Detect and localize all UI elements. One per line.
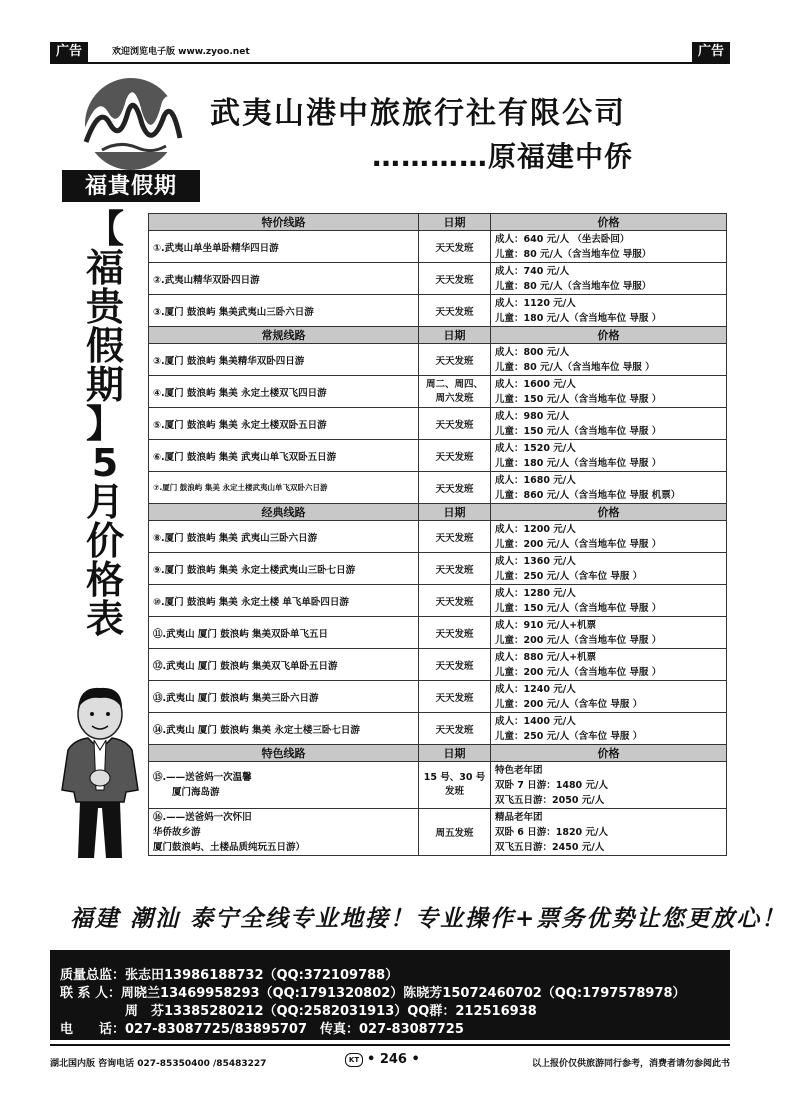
adult-price: 成人：1360 元/人 <box>495 555 576 567</box>
contact-line-people-2: 周 芬13385280212（QQ:2582031913）QQ群：212516938 <box>60 1004 537 1019</box>
table-row <box>149 263 727 295</box>
table-row <box>149 472 727 504</box>
price-cell <box>491 231 727 263</box>
route-line: 厦门海岛游 <box>153 787 220 798</box>
contact-panel <box>50 950 730 1040</box>
date-cell: 天天发班 <box>419 649 491 681</box>
adult-price: 成人：740 元/人 <box>495 265 570 277</box>
adult-price: 成人：1400 元/人 <box>495 715 576 727</box>
section-header <box>149 504 727 521</box>
child-price: 儿童：200 元/人（含车位 导服 ） <box>495 698 643 710</box>
vertical-title-char: 】 <box>85 402 124 446</box>
date-cell: 天天发班 <box>419 440 491 472</box>
header-date: 日期 <box>419 504 491 521</box>
price-cell <box>491 376 727 408</box>
price-line: 双飞五日游：2450 元/人 <box>495 841 605 853</box>
price-line: 双卧 6 日游：1820 元/人 <box>495 826 608 838</box>
footer-right-text: 以上报价仅供旅游同行参考，消费者请勿参阅此书 <box>531 1059 730 1069</box>
table-row <box>149 440 727 472</box>
price-line: 双飞五日游：2050 元/人 <box>495 794 605 806</box>
child-price: 儿童：150 元/人（含当地车位 导服 ） <box>495 393 662 405</box>
adult-price: 成人：1600 元/人 <box>495 378 576 390</box>
vertical-title-char: 5 <box>91 441 119 485</box>
footer-left-text: 湖北国内版 咨询电话 027-85350400 /85483227 <box>50 1059 267 1069</box>
company-name: 武夷山港中旅旅行社有限公司 <box>210 96 626 131</box>
date-cell: 15 号、30 号发班 <box>419 762 491 809</box>
page-number-text: • 246 • <box>367 1052 420 1067</box>
contact-line-people: 联 系 人：周晓兰13469958293（QQ:1791320802）陈晓芳15072460702（QQ:1797578978） <box>60 986 686 1001</box>
footer-divider <box>50 1044 730 1046</box>
child-price: 儿童：80 元/人（含当地车位 导服） <box>495 248 652 260</box>
slogan: 福建 潮汕 泰宁全线专业地接！专业操作+票务优势让您更放心！ <box>70 905 787 932</box>
price-cell <box>491 553 727 585</box>
table-row <box>149 585 727 617</box>
logo-text: 福貴假期 <box>62 170 200 202</box>
route-cell <box>149 809 419 856</box>
contact-line-phone: 电 话：027-83087725/83895707 传真：027-83087725 <box>60 1022 464 1037</box>
route-line: 厦门鼓浪屿、土楼品质纯玩五日游） <box>153 841 306 853</box>
table-row <box>149 295 727 327</box>
header-route: 特色线路 <box>149 745 419 762</box>
route-cell: ③.厦门 鼓浪屿 集美精华双卧四日游 <box>149 344 419 376</box>
vertical-title <box>66 207 144 641</box>
route-cell: ⑪.武夷山 厦门 鼓浪屿 集美双卧单飞五日 <box>149 617 419 649</box>
date-cell: 天天发班 <box>419 472 491 504</box>
vertical-title-char: 表 <box>85 597 124 641</box>
child-price: 儿童：250 元/人（含车位 导服 ） <box>495 730 643 742</box>
header-price: 价格 <box>491 214 727 231</box>
header-date: 日期 <box>419 214 491 231</box>
price-line: 精品老年团 <box>495 811 543 823</box>
date-cell: 天天发班 <box>419 521 491 553</box>
mountain-logo-icon <box>62 72 200 172</box>
company-former-name: …………原福建中侨 <box>372 140 634 173</box>
price-table <box>148 213 727 856</box>
header-date: 日期 <box>419 745 491 762</box>
vertical-title-char: 假 <box>85 324 124 368</box>
date-cell: 天天发班 <box>419 344 491 376</box>
price-cell <box>491 585 727 617</box>
price-cell <box>491 440 727 472</box>
price-cell <box>491 713 727 745</box>
date-cell: 天天发班 <box>419 553 491 585</box>
date-cell: 天天发班 <box>419 408 491 440</box>
vertical-title-char: 月 <box>85 480 124 524</box>
price-cell <box>491 472 727 504</box>
price-cell <box>491 408 727 440</box>
route-line: ⑮.——送爸妈一次温馨 <box>153 772 252 783</box>
table-row <box>149 617 727 649</box>
date-cell: 天天发班 <box>419 681 491 713</box>
top-url-text: 欢迎浏览电子版 www.zyoo.net <box>112 47 250 57</box>
price-line: 特色老年团 <box>495 764 543 776</box>
child-price: 儿童：200 元/人（含当地车位 导服 ） <box>495 538 662 550</box>
child-price: 儿童：150 元/人（含当地车位 导服 ） <box>495 425 662 437</box>
child-price: 儿童：150 元/人（含当地车位 导服 ） <box>495 602 662 614</box>
child-price: 儿童：250 元/人（含车位 导服 ） <box>495 570 643 582</box>
table-row <box>149 408 727 440</box>
adult-price: 成人：1280 元/人 <box>495 587 576 599</box>
ad-tag-left: 广告 <box>50 42 88 62</box>
date-cell: 天天发班 <box>419 263 491 295</box>
table-row <box>149 376 727 408</box>
vertical-title-char: 期 <box>85 363 124 407</box>
date-cell: 天天发班 <box>419 617 491 649</box>
route-cell: ③.厦门 鼓浪屿 集美武夷山三卧六日游 <box>149 295 419 327</box>
route-cell: ⑦.厦门 鼓浪屿 集美 永定土楼武夷山单飞双卧六日游 <box>149 472 419 504</box>
vertical-title-char: 格 <box>85 558 124 602</box>
adult-price: 成人：1200 元/人 <box>495 523 576 535</box>
date-cell: 天天发班 <box>419 585 491 617</box>
date-cell: 周五发班 <box>419 809 491 856</box>
header-route: 经典线路 <box>149 504 419 521</box>
adult-price: 成人：1240 元/人 <box>495 683 576 695</box>
table-row <box>149 553 727 585</box>
table-row <box>149 231 727 263</box>
page-badge-icon: KT <box>345 1053 363 1067</box>
date-cell: 周二、周四、周六发班 <box>419 376 491 408</box>
child-price: 儿童：80 元/人（含当地车位 导服 ） <box>495 361 655 373</box>
route-cell: ⑥.厦门 鼓浪屿 集美 武夷山单飞双卧五日游 <box>149 440 419 472</box>
price-cell <box>491 344 727 376</box>
price-cell <box>491 263 727 295</box>
route-line: ⑯.——送爸妈一次怀旧 <box>153 811 252 823</box>
vertical-title-char: 【 <box>85 207 124 251</box>
table-row <box>149 762 727 809</box>
page-footer <box>50 1048 730 1076</box>
header-price: 价格 <box>491 504 727 521</box>
price-cell <box>491 295 727 327</box>
vertical-title-char: 福 <box>85 246 124 290</box>
price-cell <box>491 617 727 649</box>
adult-price: 成人：1520 元/人 <box>495 442 576 454</box>
person-illustration-icon <box>54 680 146 870</box>
adult-price: 成人：910 元/人+机票 <box>495 619 597 631</box>
header-date: 日期 <box>419 327 491 344</box>
section-header <box>149 745 727 762</box>
date-cell: 天天发班 <box>419 231 491 263</box>
route-cell: ⑫.武夷山 厦门 鼓浪屿 集美双飞单卧五日游 <box>149 649 419 681</box>
price-cell <box>491 762 727 809</box>
vertical-title-char: 价 <box>85 519 124 563</box>
table-row <box>149 344 727 376</box>
adult-price: 成人：640 元/人 （坐去卧回） <box>495 233 630 245</box>
section-header <box>149 214 727 231</box>
adult-price: 成人：800 元/人 <box>495 346 570 358</box>
route-cell: ⑩.厦门 鼓浪屿 集美 永定土楼 单飞单卧四日游 <box>149 585 419 617</box>
price-line: 双卧 7 日游：1480 元/人 <box>495 779 608 791</box>
table-row <box>149 713 727 745</box>
child-price: 儿童：180 元/人（含当地车位 导服 ） <box>495 457 662 469</box>
price-cell <box>491 809 727 856</box>
contact-line-quality: 质量总监：张志田13986188732（QQ:372109788） <box>60 968 399 983</box>
header-route: 常规线路 <box>149 327 419 344</box>
page-number <box>345 1052 420 1067</box>
brand-logo <box>62 72 200 202</box>
header-price: 价格 <box>491 745 727 762</box>
table-row <box>149 681 727 713</box>
route-cell: ⑬.武夷山 厦门 鼓浪屿 集美三卧六日游 <box>149 681 419 713</box>
route-line: 华侨故乡游 <box>153 826 201 838</box>
route-cell: ⑭.武夷山 厦门 鼓浪屿 集美 永定土楼三卧七日游 <box>149 713 419 745</box>
price-cell <box>491 649 727 681</box>
date-cell: 天天发班 <box>419 295 491 327</box>
route-cell: ①.武夷山单坐单卧精华四日游 <box>149 231 419 263</box>
price-cell <box>491 681 727 713</box>
table-row <box>149 521 727 553</box>
top-bar <box>50 42 730 62</box>
route-cell: ⑤.厦门 鼓浪屿 集美 永定土楼双卧五日游 <box>149 408 419 440</box>
child-price: 儿童：180 元/人（含当地车位 导服 ） <box>495 312 662 324</box>
route-cell: ④.厦门 鼓浪屿 集美 永定土楼双飞四日游 <box>149 376 419 408</box>
route-cell: ②.武夷山精华双卧四日游 <box>149 263 419 295</box>
table-row <box>149 809 727 856</box>
top-divider <box>50 62 730 64</box>
route-cell: ⑧.厦门 鼓浪屿 集美 武夷山三卧六日游 <box>149 521 419 553</box>
date-cell: 天天发班 <box>419 713 491 745</box>
section-header <box>149 327 727 344</box>
ad-tag-right: 广告 <box>692 42 730 62</box>
child-price: 儿童：80 元/人（含当地车位 导服） <box>495 280 652 292</box>
child-price: 儿童：200 元/人（含当地车位 导服 ） <box>495 666 662 678</box>
child-price: 儿童：860 元/人（含当地车位 导服 机票） <box>495 489 681 501</box>
header-route: 特价线路 <box>149 214 419 231</box>
adult-price: 成人：1680 元/人 <box>495 474 576 486</box>
price-cell <box>491 521 727 553</box>
adult-price: 成人：1120 元/人 <box>495 297 576 309</box>
route-cell <box>149 762 419 809</box>
adult-price: 成人：880 元/人+机票 <box>495 651 597 663</box>
vertical-title-char: 贵 <box>85 285 124 329</box>
table-row <box>149 649 727 681</box>
route-cell: ⑨.厦门 鼓浪屿 集美 永定土楼武夷山三卧七日游 <box>149 553 419 585</box>
header-price: 价格 <box>491 327 727 344</box>
child-price: 儿童：200 元/人（含当地车位 导服 ） <box>495 634 662 646</box>
adult-price: 成人：980 元/人 <box>495 410 570 422</box>
